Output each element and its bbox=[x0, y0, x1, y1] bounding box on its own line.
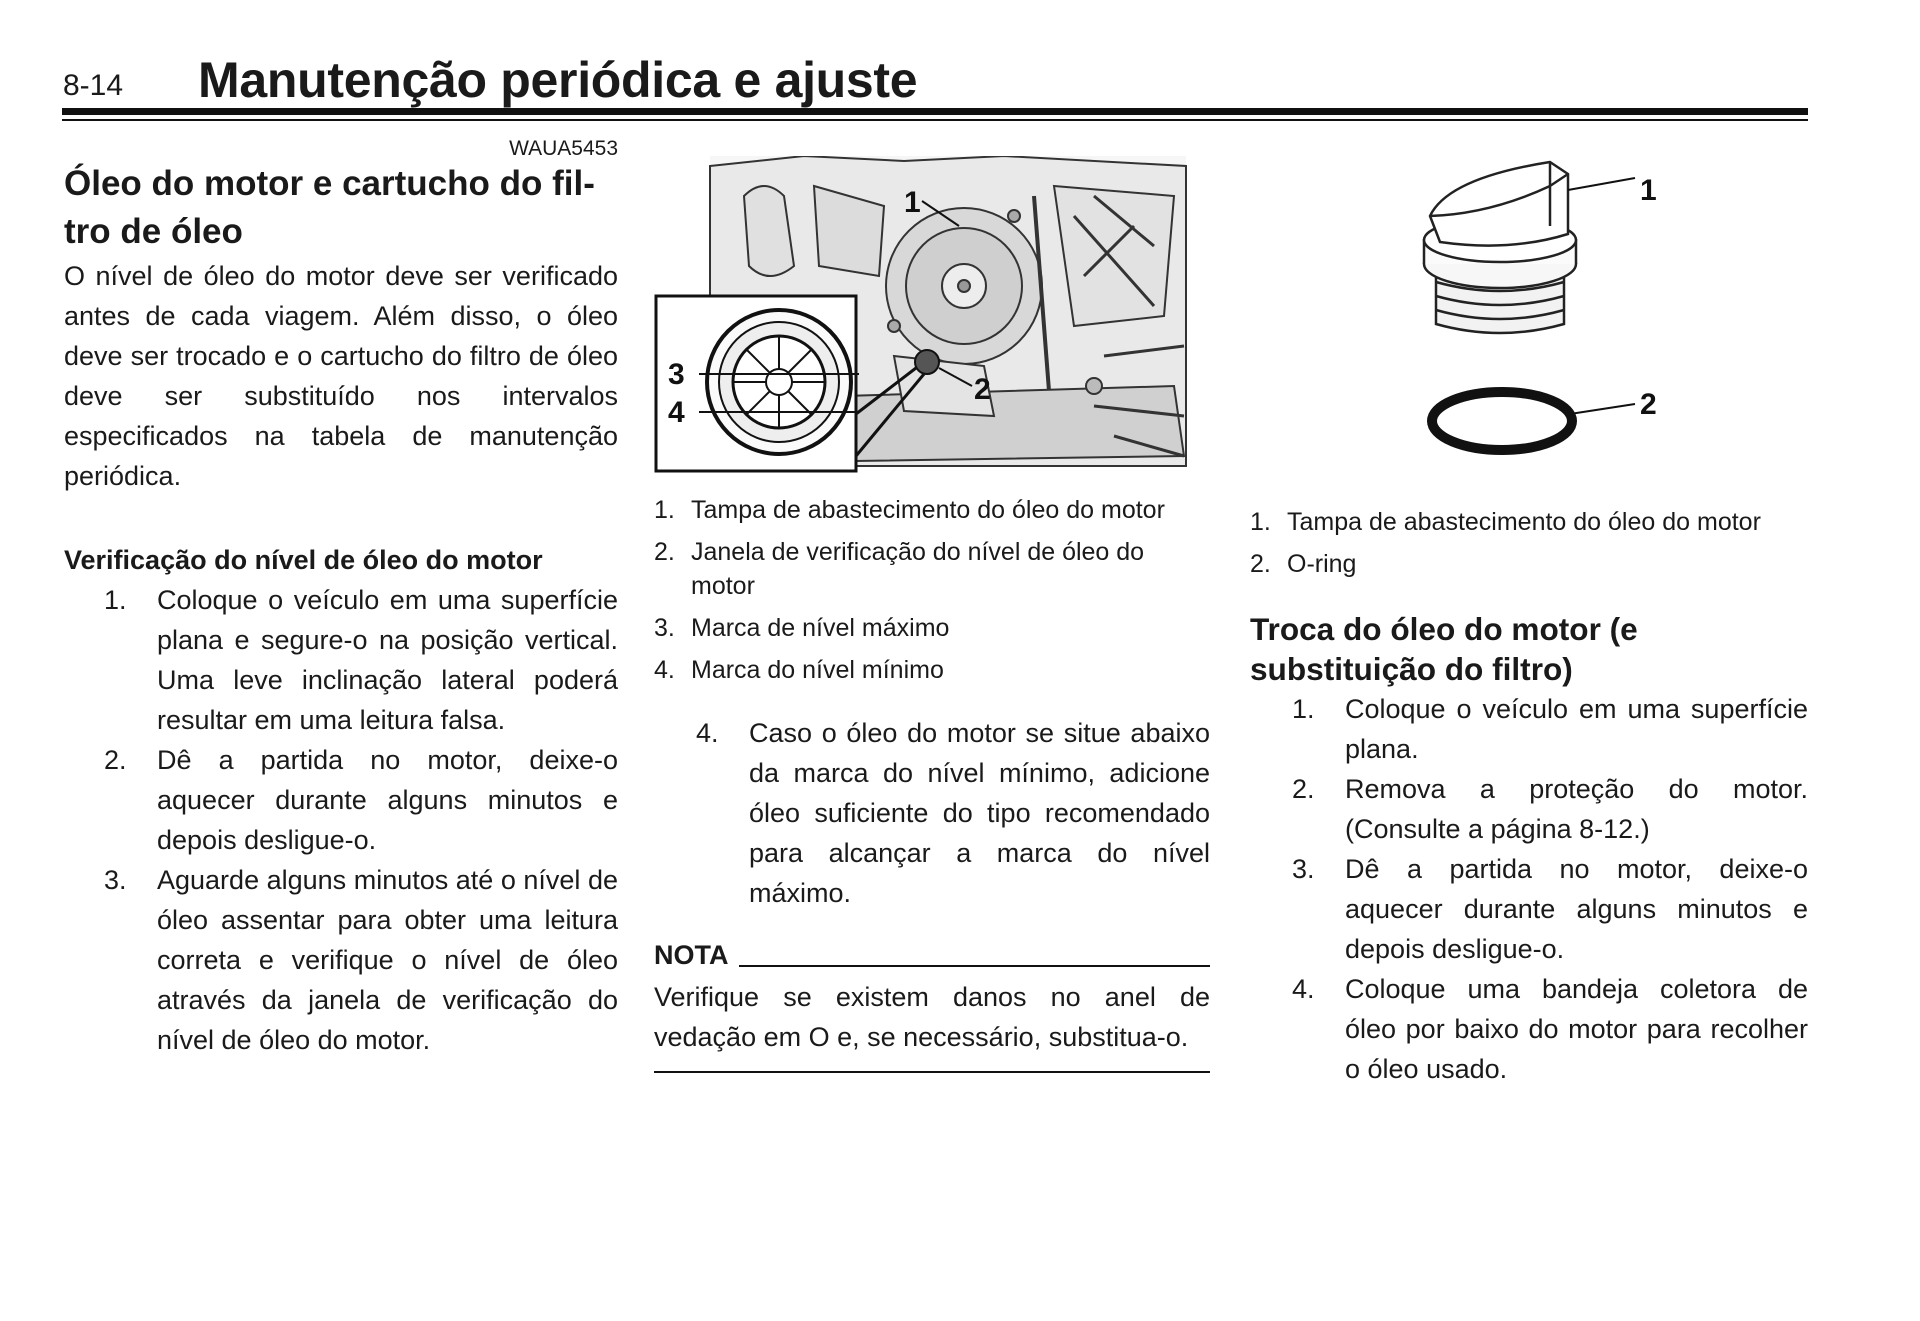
step-text: Caso o óleo do motor se situe abaixo da marca do nível mínimo, adicione óleo suficiente do tipo recomendado para alcançar a marca do nível máximo. bbox=[749, 718, 1210, 908]
figure1-captions bbox=[654, 493, 1210, 687]
caption-number: 2. bbox=[1250, 550, 1271, 578]
step-text: Coloque o veículo em uma superfície plana. bbox=[1345, 694, 1808, 764]
oil-filler-cap-illustration bbox=[1424, 162, 1576, 333]
engine-figure bbox=[654, 156, 1210, 476]
caption-text: Tampa de abastecimento do óleo do motor bbox=[691, 496, 1165, 524]
caption-text: O-ring bbox=[1287, 550, 1357, 578]
step-text: Dê a partida no motor, deixe-o aquecer durante alguns minutos e depois desligue-o. bbox=[157, 745, 618, 855]
nota-rule bbox=[739, 965, 1211, 967]
caption-item bbox=[654, 535, 1210, 603]
change-title: Troca do óleo do motor (e substituição do filtro) bbox=[1250, 611, 1638, 687]
caption-text: Marca do nível mínimo bbox=[691, 656, 944, 684]
step-number: 1. bbox=[1292, 694, 1315, 724]
caption-number: 2. bbox=[654, 538, 675, 566]
caption-item bbox=[1250, 505, 1808, 539]
step-number: 4. bbox=[696, 718, 719, 748]
step-text: Coloque uma bandeja coletora de óleo por baixo do motor para recolher o óleo usado. bbox=[1345, 974, 1808, 1084]
section-title bbox=[64, 160, 618, 256]
caption-number: 3. bbox=[654, 614, 675, 642]
check-steps-continued bbox=[654, 713, 1210, 913]
column-middle bbox=[654, 156, 1210, 1073]
step-number: 1. bbox=[104, 585, 127, 615]
step-number: 3. bbox=[104, 865, 127, 895]
caption-number: 1. bbox=[1250, 508, 1271, 536]
figure1-label-4: 4 bbox=[668, 396, 685, 429]
caption-text: Tampa de abastecimento do óleo do motor bbox=[1287, 508, 1761, 536]
header-rule-thin bbox=[62, 119, 1808, 121]
section-title-line2: tro de óleo bbox=[64, 212, 243, 251]
nota-bottom-rule bbox=[654, 1071, 1210, 1073]
caption-item bbox=[654, 493, 1210, 527]
section-intro: O nível de óleo do motor deve ser verificado antes de cada viagem. Além disso, o óleo deve ser trocado e o cartucho do filtro de óleo deve ser substituído nos intervalos especificados na tabela de manutenção periódica. bbox=[64, 261, 618, 491]
caption-item bbox=[654, 653, 1210, 687]
step-text: Aguarde alguns minutos até o nível de óleo assentar para obter uma leitura correta e verifique o nível de óleo através da janela de verificação do nível de óleo do motor. bbox=[157, 865, 618, 1055]
section-title-line1: Óleo do motor e cartucho do fil- bbox=[64, 164, 595, 203]
list-item bbox=[64, 860, 618, 1060]
caption-item bbox=[654, 611, 1210, 645]
figure2-label-2: 2 bbox=[1640, 388, 1657, 421]
o-ring-illustration bbox=[1432, 392, 1572, 450]
check-steps bbox=[64, 580, 618, 1060]
list-item bbox=[64, 740, 618, 860]
list-item bbox=[64, 580, 618, 740]
page-title: Manutenção periódica e ajuste bbox=[198, 52, 918, 108]
nota-label: NOTA bbox=[654, 940, 729, 970]
change-steps bbox=[1250, 689, 1808, 1089]
check-title: Verificação do nível de óleo do motor bbox=[64, 545, 543, 575]
figure1-label-1: 1 bbox=[904, 186, 921, 219]
list-item bbox=[1250, 969, 1808, 1089]
step-number: 2. bbox=[1292, 774, 1315, 804]
step-text: Remova a proteção do motor. (Consulte a página 8-12.) bbox=[1345, 774, 1808, 844]
step-text: Dê a partida no motor, deixe-o aquecer durante alguns minutos e depois desligue-o. bbox=[1345, 854, 1808, 964]
column-left bbox=[64, 136, 618, 1060]
figure1-label-2: 2 bbox=[974, 373, 991, 406]
caption-number: 4. bbox=[654, 656, 675, 684]
caption-text: Marca de nível máximo bbox=[691, 614, 950, 642]
figure1-label-3: 3 bbox=[668, 358, 685, 391]
caption-number: 1. bbox=[654, 496, 675, 524]
column-right bbox=[1250, 156, 1808, 1089]
caption-item bbox=[1250, 547, 1808, 581]
caption-text: Janela de verificação do nível de óleo do motor bbox=[691, 538, 1145, 600]
page-number: 8-14 bbox=[63, 69, 124, 102]
sight-glass-marker bbox=[915, 350, 939, 374]
list-item bbox=[1250, 849, 1808, 969]
figure2-captions bbox=[1250, 505, 1808, 581]
list-item bbox=[1250, 689, 1808, 769]
header-rule-thick bbox=[62, 108, 1808, 115]
list-item bbox=[1250, 769, 1808, 849]
step-number: 3. bbox=[1292, 854, 1315, 884]
step-number: 4. bbox=[1292, 974, 1315, 1004]
figure2-label-1: 1 bbox=[1640, 174, 1657, 207]
step-number: 2. bbox=[104, 745, 127, 775]
step-text: Coloque o veículo em uma superfície plana e segure-o na posição vertical. Uma leve inclinação lateral poderá resultar em uma leitura falsa. bbox=[157, 585, 618, 735]
nota-text: Verifique se existem danos no anel de vedação em O e, se necessário, substitua-o. bbox=[654, 982, 1210, 1052]
oil-cap-figure bbox=[1250, 156, 1808, 476]
list-item bbox=[654, 713, 1210, 913]
section-code: WAUA5453 bbox=[509, 137, 618, 160]
nota-header bbox=[654, 935, 1210, 975]
